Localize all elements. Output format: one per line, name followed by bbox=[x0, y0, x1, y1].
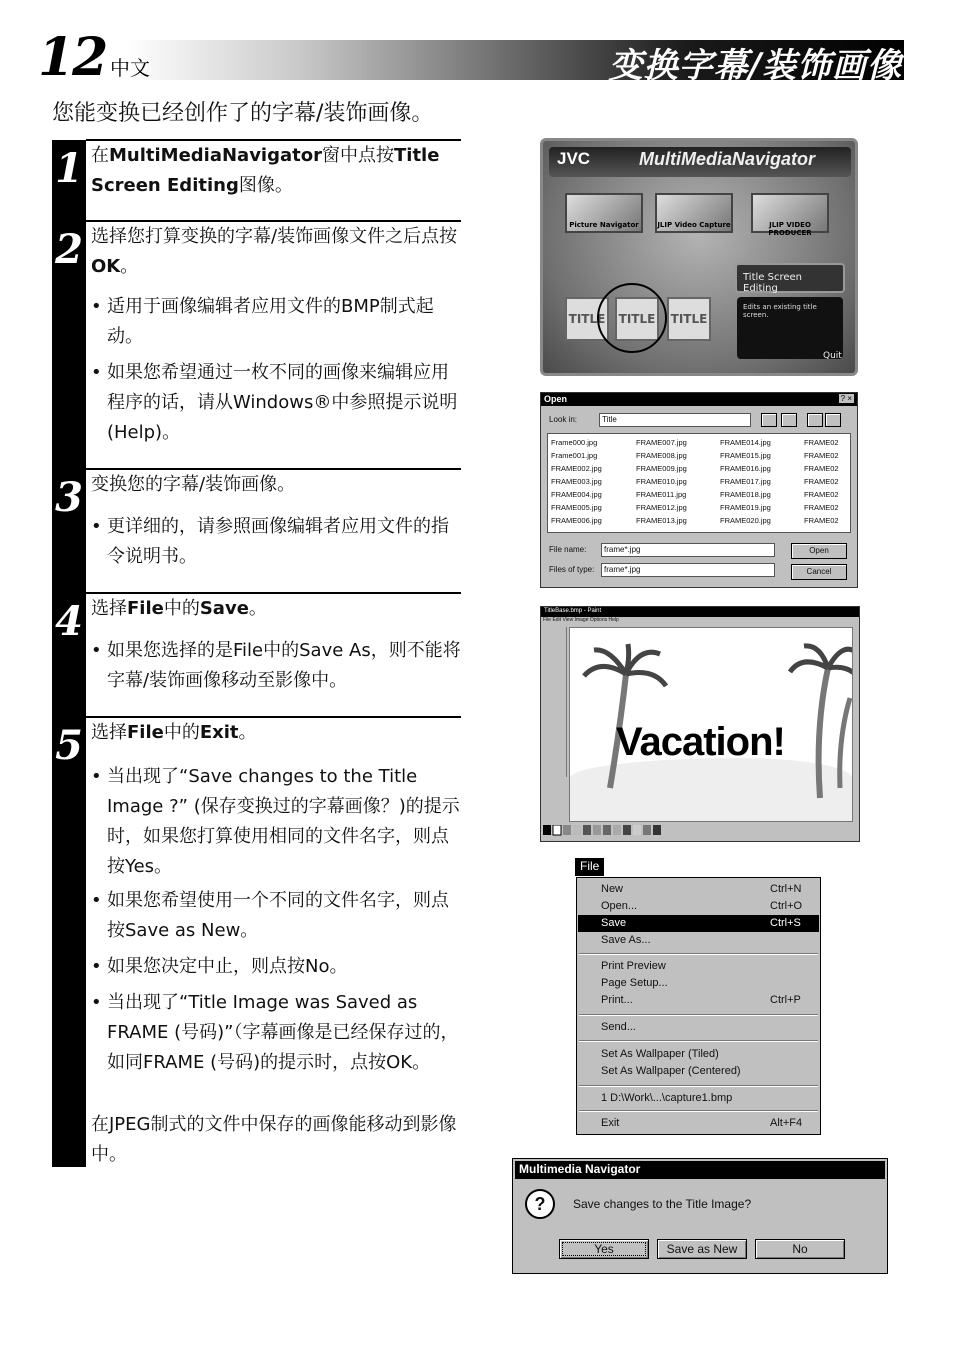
look-in-select[interactable]: Title bbox=[599, 413, 751, 427]
menu-item-send[interactable]: Send... bbox=[601, 1021, 636, 1033]
jvc-logo: JVC bbox=[557, 149, 591, 168]
paint-menu-bar[interactable]: File Edit View Image Options Help bbox=[543, 617, 619, 623]
file-column bbox=[720, 436, 771, 527]
menu-item-exit[interactable]: Exit Alt+F4 bbox=[601, 1117, 803, 1129]
menu-separator bbox=[579, 1040, 818, 1042]
list-item[interactable]: FRAME02 bbox=[804, 477, 839, 486]
step-number: 2 bbox=[55, 226, 83, 273]
list-item[interactable]: FRAME020.jpg bbox=[720, 516, 771, 525]
menu-item-wallpaper-tiled[interactable]: Set As Wallpaper (Tiled) bbox=[601, 1048, 719, 1060]
step-3-bullet: • 更详细的，请参照画像编辑者应用文件的指令说明书。 bbox=[91, 512, 461, 572]
title-bar-buttons[interactable]: ? × bbox=[840, 394, 852, 403]
up-folder-icon[interactable] bbox=[761, 413, 777, 427]
menu-item-page-setup[interactable]: Page Setup... bbox=[601, 977, 668, 989]
menu-item-print[interactable]: Print... Ctrl+P bbox=[601, 994, 801, 1006]
menu-separator bbox=[579, 953, 818, 955]
menu-item-recent-file[interactable]: 1 D:\Work\...\capture1.bmp bbox=[601, 1092, 733, 1104]
step-2-text: 选择您打算变换的字幕/装饰画像文件之后点按OK。 bbox=[91, 226, 458, 277]
step-5-closing: 在JPEG制式的文件中保存的画像能移动到影像中。 bbox=[91, 1114, 457, 1165]
mmn-title: MultiMediaNavigator bbox=[639, 149, 816, 169]
list-item[interactable]: FRAME017.jpg bbox=[720, 477, 771, 486]
step-1-text: 在MultiMediaNavigator窗中点按Title Screen Editing图像。 bbox=[91, 145, 440, 196]
list-item[interactable]: FRAME02 bbox=[804, 516, 839, 525]
list-item[interactable]: FRAME016.jpg bbox=[720, 464, 771, 473]
step-number: 3 bbox=[55, 474, 83, 521]
menu-item-new[interactable]: New Ctrl+N bbox=[601, 883, 802, 895]
look-in-label: Look in: bbox=[549, 415, 578, 424]
list-item[interactable]: FRAME009.jpg bbox=[636, 464, 687, 473]
filename-field[interactable]: frame*.jpg bbox=[601, 543, 775, 557]
step-2-bullet: • 如果您希望通过一枚不同的画像来编辑应用程序的话，请从Windows®中参照提示说明 (Help)。 bbox=[91, 358, 461, 448]
list-item[interactable]: FRAME02 bbox=[804, 464, 839, 473]
step-3-text: 变换您的字幕/装饰画像。 bbox=[91, 474, 296, 495]
list-item[interactable]: FRAME011.jpg bbox=[636, 490, 687, 499]
list-item[interactable]: FRAME002.jpg bbox=[551, 464, 602, 473]
paint-window-screenshot bbox=[540, 606, 860, 842]
menu-item-open[interactable]: Open... Ctrl+O bbox=[601, 900, 803, 912]
list-item[interactable]: FRAME005.jpg bbox=[551, 503, 602, 512]
list-item[interactable]: Frame000.jpg bbox=[551, 438, 598, 447]
step-5-bullet: • 如果您决定中止，则点按No。 bbox=[91, 952, 461, 982]
title-icon[interactable]: TITLE bbox=[565, 297, 609, 341]
language-label: 中文 bbox=[110, 56, 150, 80]
list-item[interactable]: FRAME013.jpg bbox=[636, 516, 687, 525]
cancel-button[interactable]: Cancel bbox=[791, 564, 847, 580]
title-screen-editing-icon[interactable]: TITLE bbox=[615, 297, 659, 341]
list-item[interactable]: FRAME014.jpg bbox=[720, 438, 771, 447]
list-item[interactable]: FRAME02 bbox=[804, 438, 839, 447]
no-button[interactable]: No bbox=[755, 1239, 845, 1259]
list-item[interactable]: FRAME018.jpg bbox=[720, 490, 771, 499]
file-column bbox=[636, 436, 687, 527]
jlip-video-capture-tile[interactable]: JLIP Video Capture bbox=[655, 193, 733, 233]
list-item[interactable]: FRAME004.jpg bbox=[551, 490, 602, 499]
page-number: 12 bbox=[38, 27, 107, 88]
step-4-bullet: • 如果您选择的是File中的Save As，则不能将字幕/装饰画像移动至影像中。 bbox=[91, 636, 461, 696]
list-item[interactable]: FRAME006.jpg bbox=[551, 516, 602, 525]
filename-label: File name: bbox=[549, 545, 587, 554]
title-screen-editing-label: Title Screen Editing bbox=[735, 263, 845, 293]
menu-separator bbox=[579, 1085, 818, 1087]
mmn-launcher-screenshot bbox=[540, 138, 858, 376]
open-button[interactable]: Open bbox=[791, 543, 847, 559]
step-number: 5 bbox=[55, 722, 83, 769]
open-dialog-screenshot bbox=[540, 392, 858, 588]
dialog-message: Save changes to the Title Image? bbox=[573, 1197, 752, 1211]
menu-separator bbox=[579, 1014, 818, 1016]
new-folder-icon[interactable] bbox=[781, 413, 797, 427]
file-column bbox=[804, 436, 839, 527]
step-2-bullet: • 适用于画像编辑者应用文件的BMP制式起动。 bbox=[91, 292, 461, 352]
list-item[interactable]: FRAME008.jpg bbox=[636, 451, 687, 460]
question-icon: ? bbox=[525, 1189, 555, 1219]
open-dialog-title: Open bbox=[541, 393, 857, 406]
step-4-text: 选择File中的Save。 bbox=[91, 598, 267, 619]
quit-button[interactable]: Quit bbox=[823, 351, 842, 361]
yes-button[interactable]: Yes bbox=[559, 1239, 649, 1259]
paint-title-bar: TitleBase.bmp - Paint bbox=[541, 607, 859, 617]
list-item[interactable]: FRAME010.jpg bbox=[636, 477, 687, 486]
list-item[interactable]: FRAME02 bbox=[804, 490, 839, 499]
list-item[interactable]: FRAME003.jpg bbox=[551, 477, 602, 486]
file-menu bbox=[576, 877, 821, 1135]
jlip-video-producer-tile[interactable]: JLIP VIDEO PRODUCER bbox=[751, 193, 829, 233]
step-5-text: 选择File中的Exit。 bbox=[91, 722, 257, 743]
picture-navigator-tile[interactable]: Picture Navigator bbox=[565, 193, 643, 233]
file-column bbox=[551, 436, 602, 527]
file-menu-header[interactable]: File bbox=[575, 858, 604, 876]
menu-item-save-as[interactable]: Save As... bbox=[601, 934, 651, 946]
step-number: 1 bbox=[55, 145, 83, 192]
list-item[interactable]: FRAME012.jpg bbox=[636, 503, 687, 512]
step-5-bullet: • 如果您希望使用一个不同的文件名字，则点按Save as New。 bbox=[91, 886, 461, 946]
mmn-description: Edits an existing title screen. bbox=[737, 297, 843, 359]
highlight-circle bbox=[597, 283, 667, 353]
list-view-icon[interactable] bbox=[807, 413, 823, 427]
section-title: 变换字幕/装饰画像 bbox=[608, 46, 902, 86]
step-5-bullet: • 当出现了“Title Image was Saved as FRAME (号码)”（字幕画像是已经保存过的，如同FRAME (号码)的提示时，点按OK。 bbox=[91, 988, 461, 1078]
intro-text: 您能变换已经创作了的字幕/装饰画像。 bbox=[52, 101, 434, 126]
list-item[interactable]: FRAME02 bbox=[804, 503, 839, 512]
list-item[interactable]: Frame001.jpg bbox=[551, 451, 598, 460]
save-changes-dialog bbox=[512, 1158, 888, 1274]
filetype-select[interactable]: frame*.jpg bbox=[601, 563, 775, 577]
color-palette[interactable] bbox=[543, 825, 663, 837]
paint-toolbox[interactable] bbox=[543, 627, 567, 777]
paint-canvas[interactable] bbox=[569, 627, 853, 822]
menu-item-wallpaper-centered[interactable]: Set As Wallpaper (Centered) bbox=[601, 1065, 741, 1077]
list-item[interactable]: FRAME02 bbox=[804, 451, 839, 460]
list-item[interactable]: FRAME019.jpg bbox=[720, 503, 771, 512]
list-item[interactable]: FRAME007.jpg bbox=[636, 438, 687, 447]
steps-sidebar bbox=[52, 140, 86, 1167]
menu-separator bbox=[579, 1110, 818, 1112]
dialog-title: Multimedia Navigator bbox=[515, 1161, 885, 1179]
vacation-caption: Vacation! bbox=[616, 720, 785, 764]
save-as-new-button[interactable]: Save as New bbox=[657, 1239, 747, 1259]
menu-item-print-preview[interactable]: Print Preview bbox=[601, 960, 666, 972]
list-item[interactable]: FRAME015.jpg bbox=[720, 451, 771, 460]
details-view-icon[interactable] bbox=[825, 413, 841, 427]
file-list[interactable] bbox=[547, 433, 851, 533]
step-5-bullet: • 当出现了“Save changes to the Title Image ?” (保存变换过的字幕画像？)的提示时，如果您打算使用相同的文件名字，则点按Yes。 bbox=[91, 762, 461, 882]
menu-item-save[interactable]: Save Ctrl+S bbox=[578, 915, 819, 932]
filetype-label: Files of type: bbox=[549, 565, 595, 574]
step-number: 4 bbox=[55, 598, 83, 645]
title-icon[interactable]: TITLE bbox=[667, 297, 711, 341]
